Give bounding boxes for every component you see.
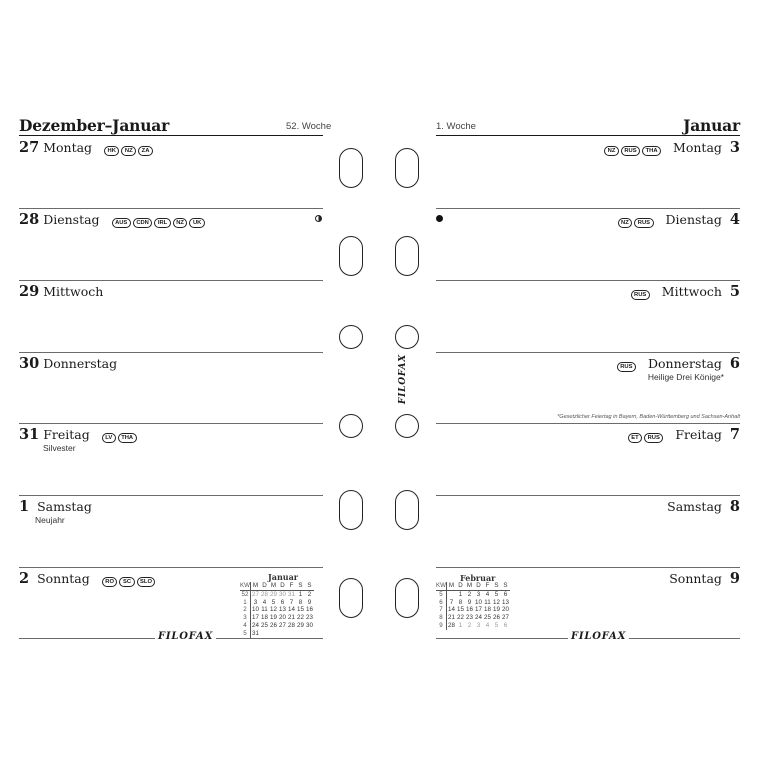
binder-hole-round	[395, 414, 419, 438]
week-number-cell: 5	[240, 630, 250, 638]
weekday-header: D	[456, 582, 465, 590]
weekday-header: D	[474, 582, 483, 590]
binder-hole-oval	[339, 148, 363, 188]
week-number-cell: 6	[436, 599, 446, 607]
date-cell: 31	[252, 629, 259, 637]
date-cell: 23	[306, 614, 313, 622]
date-cell: 11	[261, 606, 268, 614]
date-cell: 8	[298, 598, 303, 606]
date-cell: 17	[475, 606, 482, 614]
date-cell: 24	[475, 614, 482, 622]
mini-calendar-january	[240, 572, 324, 638]
filofax-logo: FILOFAX	[568, 631, 629, 642]
day-name: Donnerstag	[647, 356, 722, 371]
holiday-country-codes	[102, 577, 156, 587]
country-code-badge: SLO	[137, 577, 156, 587]
country-code-badge: ET	[628, 433, 642, 443]
day-entry-1[interactable]	[19, 498, 92, 515]
day-number: 3	[729, 139, 740, 156]
weekday-header: KW	[240, 582, 250, 589]
day-entry-8[interactable]	[667, 498, 740, 515]
country-code-badge: RO	[102, 577, 118, 587]
binder-hole-round	[395, 325, 419, 349]
date-cell: 19	[270, 614, 277, 622]
date-cell: 29	[270, 590, 277, 598]
weekday-header: F	[483, 582, 492, 590]
date-cell: 30	[279, 590, 286, 598]
binder-hole-round	[339, 325, 363, 349]
day-name: Freitag	[43, 427, 90, 442]
weekday-header: M	[466, 582, 473, 589]
filofax-logo: FILOFAX	[155, 631, 216, 642]
date-cell: 16	[466, 606, 473, 614]
binder-hole-oval	[395, 578, 419, 618]
date-cell: 27	[252, 590, 259, 598]
date-cell	[446, 590, 456, 598]
day-divider	[19, 567, 323, 568]
day-entry-5[interactable]	[631, 283, 740, 300]
day-number: 6	[729, 355, 740, 372]
country-code-badge: RUS	[631, 290, 650, 300]
calendar-week-row	[240, 630, 314, 638]
date-cell: 17	[252, 614, 259, 622]
day-name: Sonntag	[669, 571, 722, 586]
date-cell: 9	[467, 598, 472, 606]
country-code-badge: UK	[189, 218, 204, 228]
date-cell: 15	[457, 606, 464, 614]
holiday-country-codes	[628, 433, 664, 443]
holiday-country-codes	[102, 433, 137, 443]
holiday-country-codes	[631, 290, 650, 300]
day-number: 2	[19, 570, 30, 587]
week-number-cell: 9	[436, 622, 446, 630]
date-cell: 9	[307, 598, 312, 606]
holiday-country-codes	[617, 362, 636, 372]
calendar-week-row	[436, 590, 510, 598]
header-divider	[436, 135, 740, 137]
day-number: 9	[729, 570, 740, 587]
day-name: Montag	[673, 140, 722, 155]
date-cell: 18	[261, 614, 268, 622]
day-divider	[436, 352, 740, 353]
date-cell: 4	[485, 590, 490, 598]
date-cell: 13	[502, 598, 509, 606]
day-name: Mittwoch	[43, 284, 104, 299]
date-cell: 24	[252, 621, 259, 629]
day-name: Montag	[43, 140, 93, 155]
weekday-header: KW	[436, 582, 446, 589]
date-cell: 26	[270, 621, 277, 629]
date-cell: 8	[458, 598, 463, 606]
country-code-badge: RUS	[617, 362, 636, 372]
page-title: Dezember–Januar	[19, 116, 170, 135]
date-cell: 4	[262, 598, 267, 606]
week-number-cell: 5	[436, 590, 446, 598]
date-cell: 14	[288, 606, 295, 614]
holiday-note: Neujahr	[35, 515, 65, 525]
day-entry-7[interactable]	[628, 426, 740, 443]
date-cell: 22	[297, 614, 304, 622]
day-divider	[19, 495, 323, 496]
date-cell: 20	[502, 606, 509, 614]
day-entry-9[interactable]	[669, 570, 740, 587]
date-cell: 1	[458, 590, 463, 598]
day-number: 31	[19, 426, 40, 443]
mini-calendar-month: Februar	[460, 573, 496, 583]
first-quarter-moon-icon	[315, 215, 322, 222]
date-cell: 6	[503, 621, 508, 629]
day-name: Mittwoch	[661, 284, 722, 299]
day-entry-2[interactable]	[19, 570, 155, 587]
binder-hole-oval	[339, 578, 363, 618]
date-cell: 1	[298, 590, 303, 598]
mini-calendar-february	[436, 572, 520, 632]
calendar-week-row	[240, 599, 314, 607]
date-cell: 12	[270, 606, 277, 614]
date-cell: 3	[476, 590, 481, 598]
country-code-badge: NZ	[173, 218, 188, 228]
day-number: 30	[19, 355, 40, 372]
date-cell: 11	[484, 598, 491, 606]
date-cell: 31	[288, 590, 295, 598]
weekday-header: M	[446, 582, 456, 590]
weekday-header: S	[492, 582, 501, 590]
calendar-week-row	[240, 622, 314, 630]
day-divider	[436, 208, 740, 209]
date-cell: 27	[279, 621, 286, 629]
date-cell: 25	[484, 614, 491, 622]
day-divider	[436, 423, 740, 424]
calendar-week-row	[240, 606, 314, 614]
date-cell: 29	[297, 621, 304, 629]
day-divider	[19, 352, 323, 353]
date-cell: 14	[448, 606, 455, 614]
date-cell: 7	[289, 598, 294, 606]
day-divider	[19, 208, 323, 209]
country-code-badge: AUS	[112, 218, 131, 228]
country-code-badge: THA	[642, 146, 661, 156]
date-cell: 1	[458, 621, 463, 629]
day-name: Dienstag	[665, 212, 722, 227]
day-entry-29[interactable]	[19, 283, 103, 300]
holiday-country-codes	[104, 146, 153, 156]
holiday-note: Silvester	[43, 443, 76, 453]
date-cell: 16	[306, 606, 313, 614]
date-cell: 22	[457, 614, 464, 622]
weekday-header: F	[287, 582, 296, 590]
day-number: 1	[19, 498, 30, 515]
week-number-cell: 3	[240, 614, 250, 622]
date-cell: 2	[467, 590, 472, 598]
date-cell: 19	[493, 606, 500, 614]
day-divider	[19, 280, 323, 281]
country-code-badge: NZ	[604, 146, 619, 156]
new-moon-icon	[436, 215, 443, 222]
date-cell: 21	[288, 614, 295, 622]
day-divider	[436, 567, 740, 568]
holiday-note: Heilige Drei Könige*	[647, 372, 724, 382]
day-number: 28	[19, 211, 40, 228]
day-divider	[436, 495, 740, 496]
date-cell: 7	[449, 598, 454, 606]
date-cell: 23	[466, 614, 473, 622]
week-number-cell: 8	[436, 614, 446, 622]
date-cell: 5	[494, 621, 499, 629]
day-number: 7	[729, 426, 740, 443]
date-cell: 28	[448, 621, 455, 629]
binder-hole-oval	[395, 236, 419, 276]
mini-calendar-month: Januar	[268, 572, 298, 582]
day-entry-27[interactable]	[19, 139, 153, 156]
day-name: Sonntag	[37, 571, 90, 586]
day-entry-6[interactable]	[617, 355, 740, 372]
day-number: 5	[729, 283, 740, 300]
country-code-badge: HK	[104, 146, 119, 156]
day-entry-3[interactable]	[604, 139, 740, 156]
date-cell: 18	[484, 606, 491, 614]
country-code-badge: RUS	[644, 433, 663, 443]
week-number-cell: 4	[240, 622, 250, 630]
country-code-badge: RUS	[634, 218, 653, 228]
date-cell: 2	[307, 590, 312, 598]
date-cell: 25	[261, 621, 268, 629]
weekday-header: S	[296, 582, 305, 590]
date-cell: 5	[494, 590, 499, 598]
country-code-badge: THA	[118, 433, 137, 443]
calendar-week-row	[436, 622, 510, 630]
country-code-badge: LV	[102, 433, 116, 443]
day-entry-30[interactable]	[19, 355, 117, 372]
day-divider	[19, 423, 323, 424]
calendar-week-row	[240, 590, 314, 598]
country-code-badge: RUS	[621, 146, 640, 156]
country-code-badge: CDN	[133, 218, 153, 228]
day-name: Freitag	[675, 427, 722, 442]
week-number: 1. Woche	[436, 121, 476, 132]
page-title: Januar	[683, 116, 740, 135]
binder-hole-oval	[339, 490, 363, 530]
date-cell: 13	[279, 606, 286, 614]
country-code-badge: SC	[119, 577, 134, 587]
day-number: 29	[19, 283, 40, 300]
date-cell: 27	[502, 614, 509, 622]
weekday-header: D	[260, 582, 269, 590]
date-cell: 12	[493, 598, 500, 606]
holiday-footnote: *Gesetzlicher Feiertag in Bayern, Baden-Württemberg und Sachsen-Anhalt	[557, 414, 740, 420]
calendar-week-row	[436, 614, 510, 622]
week-number-cell: 7	[436, 606, 446, 614]
date-cell: 21	[448, 614, 455, 622]
day-number: 4	[729, 211, 740, 228]
week-number-cell: 2	[240, 606, 250, 614]
date-cell: 10	[475, 598, 482, 606]
binder-hole-round	[339, 414, 363, 438]
date-cell: 3	[476, 621, 481, 629]
date-cell: 28	[288, 621, 295, 629]
binder-hole-oval	[395, 490, 419, 530]
date-cell: 26	[493, 614, 500, 622]
day-name: Dienstag	[43, 212, 100, 227]
date-cell: 20	[279, 614, 286, 622]
date-cell: 30	[306, 621, 313, 629]
mini-calendar-grid	[436, 582, 510, 630]
day-divider	[436, 280, 740, 281]
country-code-badge: IRL	[154, 218, 170, 228]
day-entry-4[interactable]	[618, 211, 740, 228]
date-cell: 6	[280, 598, 285, 606]
weekday-header: M	[250, 582, 260, 590]
week-number: 52. Woche	[286, 121, 332, 132]
day-number: 8	[729, 498, 740, 515]
country-code-badge: NZ	[121, 146, 136, 156]
right-page	[380, 0, 760, 760]
calendar-week-row	[436, 599, 510, 607]
holiday-country-codes	[112, 218, 205, 228]
date-cell: 4	[485, 621, 490, 629]
calendar-week-row	[240, 614, 314, 622]
country-code-badge: NZ	[618, 218, 633, 228]
date-cell: 15	[297, 606, 304, 614]
date-cell: 3	[253, 598, 258, 606]
day-name: Samstag	[37, 499, 92, 514]
date-cell: 10	[252, 606, 259, 614]
date-cell: 28	[261, 590, 268, 598]
day-entry-28[interactable]	[19, 211, 205, 228]
binder-hole-oval	[339, 236, 363, 276]
weekday-header: S	[501, 582, 510, 590]
day-name: Samstag	[667, 499, 722, 514]
spine-filofax-logo: FILOFAX	[398, 353, 409, 405]
country-code-badge: ZA	[138, 146, 153, 156]
weekday-header: S	[305, 582, 314, 590]
header-divider	[19, 135, 323, 137]
calendar-week-row	[436, 606, 510, 614]
date-cell: 5	[271, 598, 276, 606]
week-number-cell: 52	[240, 590, 250, 598]
date-cell: 2	[467, 621, 472, 629]
holiday-country-codes	[604, 146, 661, 156]
day-number: 27	[19, 139, 40, 156]
day-entry-31[interactable]	[19, 426, 137, 443]
weekday-header: D	[278, 582, 287, 590]
weekday-header: M	[270, 582, 277, 589]
week-number-cell: 1	[240, 599, 250, 607]
mini-calendar-grid	[240, 582, 314, 638]
date-cell: 6	[503, 590, 508, 598]
binder-hole-oval	[395, 148, 419, 188]
holiday-country-codes	[618, 218, 654, 228]
day-name: Donnerstag	[43, 356, 118, 371]
